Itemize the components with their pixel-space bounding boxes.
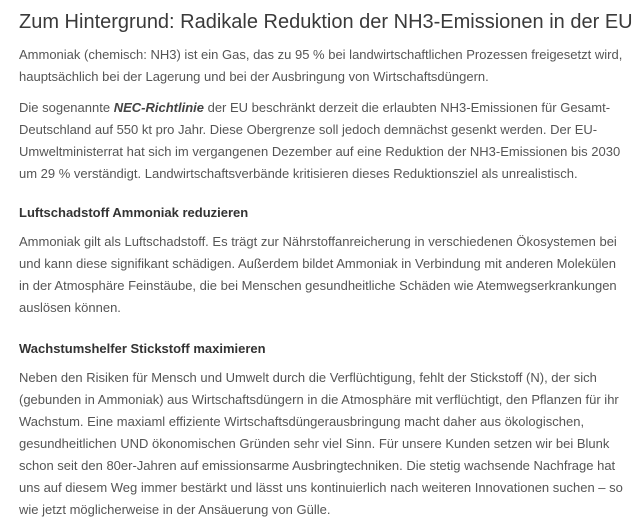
nec-emphasis: NEC-Richtlinie [113,100,204,115]
nec-paragraph [19,97,623,185]
intro-paragraph: Ammoniak (chemisch: NH3) ist ein Gas, das zu 95 % bei landwirtschaftlichen Prozessen freigesetzt wird, hauptsächlich bei der Lagerung und bei der Ausbringung von Wirtschaftsdüngern. [19,47,623,84]
nec-text-before: Die sogenannte [19,100,114,115]
article [19,0,633,521]
section-heading-luftschadstoff: Luftschadstoff Ammoniak reduzieren [19,205,249,220]
section-paragraph-wachstumshelfer: Neben den Risiken für Mensch und Umwelt durch die Verflüchtigung, fehlt der Stickstoff (N), der sich (gebunden in Ammoniak) aus Wirtschaftsdüngern in die Atmosphäre mit verflüchtigt, den Pflanzen für ihr Wachstum. Eine maxiaml effiziente Wirtschaftsdüngerausbringung macht daher aus ökologischen, gesundheitlichen UND ökonomischen Gründen sehr viel Sinn. Für unsere Kunden setzen wir bei Blunk schon seit den 80er-Jahren auf emissionsarme Ausbringtechniken. Die stetig wachsende Nachfrage hat uns auf diesem Weg immer bestärkt und lässt uns kontinuierlich nach weiteren Innovationen suchen – so wie jetzt möglicherweise in der Ansäuerung von Gülle. [19,370,623,517]
nec-text-after: der EU beschränkt derzeit die erlaubten NH3-Emissionen für Gesamt-Deutschland auf 550 kt pro Jahr. Diese Obergrenze soll jedoch demnächst gesenkt werden. Der EU-Umweltministerrat hat sich im vergangenen Dezember auf eine Reduktion der NH3-Emissionen bis 2030 um 29 % verständigt. Landwirtschaftsverbände kritisieren dieses Reduktionsziel als unrealistisch. [19,100,621,181]
section-paragraph-luftschadstoff: Ammoniak gilt als Luftschadstoff. Es trägt zur Nährstoffanreicherung in verschiedenen Ökosystemen bei und kann diese signifikant schädigen. Außerdem bildet Ammoniak in Verbindung mit anderen Molekülen in der Atmosphäre Feinstäube, die bei Menschen gesundheitliche Schäden wie Atemwegserkrankungen auslösen können. [19,234,617,315]
section-heading-wachstumshelfer: Wachstumshelfer Stickstoff maximieren [19,341,266,356]
page-title: Zum Hintergrund: Radikale Reduktion der NH3-Emissionen in der EU [19,11,633,33]
